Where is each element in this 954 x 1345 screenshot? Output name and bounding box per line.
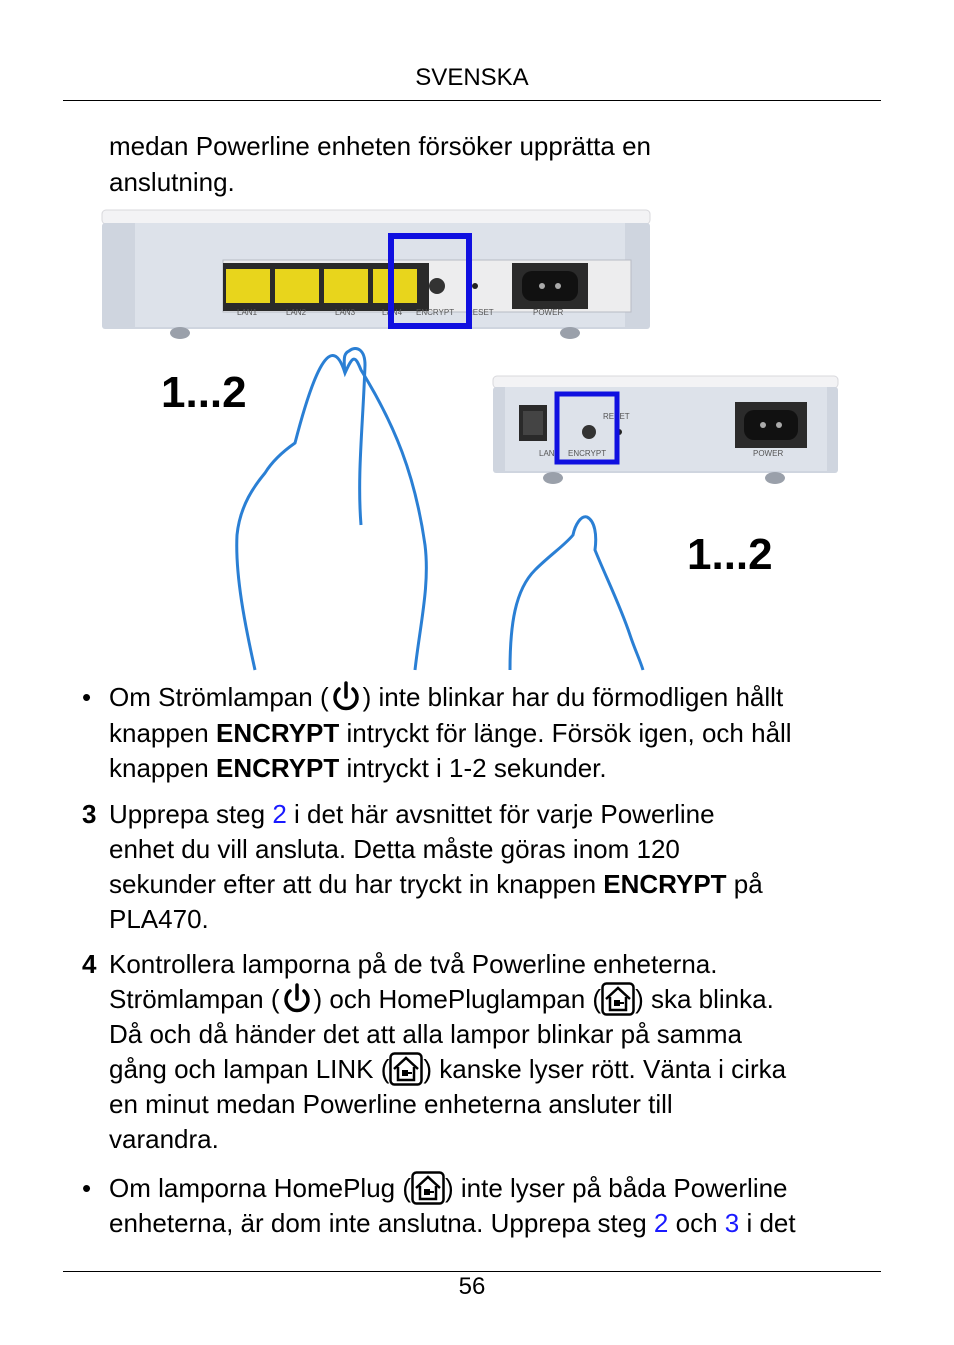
text-run: på	[726, 869, 763, 899]
step3-line-3	[109, 867, 763, 903]
lan4-label: LAN4	[382, 308, 403, 317]
encrypt-button-large	[429, 278, 445, 294]
bullet1-line-1	[109, 680, 783, 716]
running-header: SVENSKA	[415, 64, 529, 91]
power-icon	[280, 982, 314, 1016]
text-run: enheterna, är dom inte anslutna. Upprepa steg	[109, 1208, 654, 1238]
bullet2-line-2	[109, 1206, 796, 1242]
header-rule	[63, 100, 881, 101]
text-run: Om Strömlampan (	[109, 682, 329, 712]
bullet-mark: •	[82, 682, 92, 712]
step-number-3: 3	[82, 799, 97, 829]
bullet-mark: •	[82, 1173, 92, 1203]
step4-line-3: Då och då händer det att alla lampor blinkar på samma	[109, 1019, 743, 1049]
bullet1-line-2	[109, 716, 792, 752]
intro-line-2: anslutning.	[109, 167, 235, 197]
step-link-2[interactable]: 2	[653, 1208, 669, 1238]
page-number: 56	[458, 1273, 486, 1300]
homeplug-icon	[601, 982, 635, 1016]
reset-label-large: RESET	[467, 308, 494, 317]
encrypt-keyword: ENCRYPT	[603, 869, 727, 899]
encrypt-label-small: ENCRYPT	[568, 449, 607, 458]
step4-line-5: en minut medan Powerline enheterna ansluter till	[109, 1089, 673, 1119]
lan-port-3	[324, 269, 368, 303]
powerline-encrypt-figure	[95, 205, 855, 673]
lan1-label: LAN1	[237, 308, 258, 317]
lan-port-1	[226, 269, 270, 303]
text-run: och	[668, 1208, 725, 1238]
lan2-label: LAN2	[286, 308, 307, 317]
text-run: intryckt i 1-2 sekunder.	[339, 753, 607, 783]
encrypt-label-large: ENCRYPT	[416, 308, 455, 317]
reset-label-small: RESET	[603, 412, 630, 421]
link-icon	[389, 1052, 423, 1086]
bullet1-line-3	[109, 751, 607, 787]
step-count-right: 1...2	[687, 530, 773, 579]
text-run: i det här avsnittet för varje Powerline	[286, 799, 715, 829]
text-run: knappen	[109, 718, 216, 748]
text-run: knappen	[109, 753, 216, 783]
text-run: ) ska blinka.	[635, 984, 774, 1014]
step4-line-4	[109, 1052, 786, 1088]
text-run: Om lamporna HomePlug (	[109, 1173, 411, 1203]
lan3-label: LAN3	[335, 308, 356, 317]
homeplug-icon	[411, 1171, 445, 1205]
lan-label-small: LAN	[539, 449, 555, 458]
encrypt-keyword: ENCRYPT	[215, 753, 340, 783]
power-label-large: POWER	[533, 308, 564, 317]
step-number-4: 4	[82, 949, 97, 979]
step4-line-2	[109, 982, 774, 1018]
reset-hole-large	[472, 283, 478, 289]
step-link-2[interactable]: 2	[272, 799, 287, 829]
hand-right-icon	[510, 517, 643, 670]
step3-line-1	[109, 797, 715, 833]
text-run: intryckt för länge. Försök igen, och håll	[339, 718, 792, 748]
lan-port-2	[275, 269, 319, 303]
footer-rule	[63, 1271, 881, 1272]
text-run: gång och lampan LINK (	[109, 1054, 390, 1084]
step3-line-2: enhet du vill ansluta. Detta måste göras inom 120	[109, 834, 680, 864]
text-run: ) och HomePluglampan (	[313, 984, 602, 1014]
hand-left-finger	[344, 349, 365, 525]
encrypt-button-small	[582, 425, 596, 439]
text-run: sekunder efter att du har tryckt in knappen	[109, 869, 604, 899]
text-run: ) kanske lyser rött. Vänta i cirka	[423, 1054, 787, 1084]
text-run: Upprepa steg	[109, 799, 273, 829]
step4-line-6: varandra.	[109, 1124, 219, 1154]
text-run: i det	[739, 1208, 796, 1238]
intro-line-1: medan Powerline enheten försöker upprätta en	[109, 131, 652, 161]
device-large	[102, 210, 650, 339]
step4-line-1: Kontrollera lamporna på de två Powerline enheterna.	[109, 949, 718, 979]
encrypt-keyword: ENCRYPT	[215, 718, 340, 748]
power-label-small: POWER	[753, 449, 784, 458]
step-link-3[interactable]: 3	[724, 1208, 740, 1238]
device-small	[493, 376, 838, 484]
step3-line-4: PLA470.	[109, 904, 209, 934]
lan-port-4	[373, 269, 417, 303]
text-run: ) inte blinkar har du förmodligen hållt	[362, 682, 784, 712]
power-icon	[329, 680, 363, 714]
step-count-left: 1...2	[161, 368, 247, 417]
text-run: Strömlampan (	[109, 984, 280, 1014]
text-run: ) inte lyser på båda Powerline	[445, 1173, 788, 1203]
bullet2-line-1	[109, 1171, 788, 1207]
hand-left-icon	[237, 356, 427, 670]
